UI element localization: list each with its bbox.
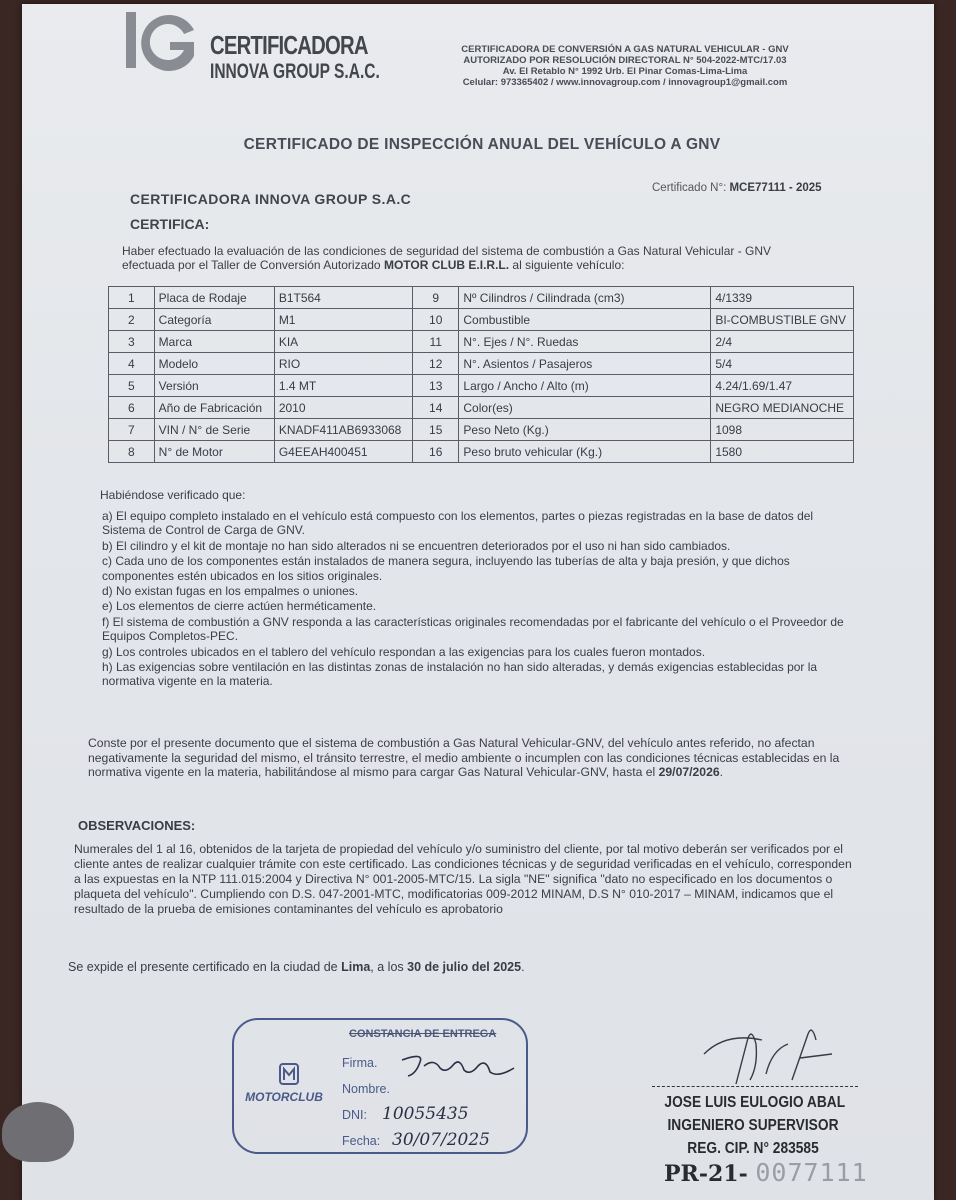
vehicle-table-row bbox=[109, 353, 854, 375]
intro-line bbox=[122, 258, 862, 272]
field-label: Versión bbox=[154, 375, 274, 397]
finger-shadow bbox=[2, 1102, 74, 1162]
stamp-firma-label: Firma. bbox=[342, 1056, 378, 1070]
row-number: 8 bbox=[109, 441, 155, 463]
field-value: 1580 bbox=[711, 441, 854, 463]
header-info-line: AUTORIZADO POR RESOLUCIÓN DIRECTORAL N° 504-2022-MTC/17.03 bbox=[463, 55, 787, 66]
issued-line bbox=[68, 960, 525, 974]
verification-item: c) Cada uno de los componentes están instalados de manera segura, incluyendo las tuberías de alta y baja presión, y que dichos componentes estén ubicados en los sitios originales. bbox=[102, 554, 790, 583]
stamp-brand: MOTORCLUB bbox=[245, 1090, 323, 1104]
field-label: Peso bruto vehicular (Kg.) bbox=[459, 441, 711, 463]
field-value: NEGRO MEDIANOCHE bbox=[711, 397, 854, 419]
company-logo bbox=[122, 10, 380, 90]
vehicle-table bbox=[108, 286, 854, 463]
row-number: 15 bbox=[413, 419, 459, 441]
field-label: Nº Cilindros / Cilindrada (cm3) bbox=[459, 287, 711, 309]
workshop-name: MOTOR CLUB E.I.R.L. bbox=[383, 258, 510, 272]
stamp-title: CONSTANCIA DE ENTREGA bbox=[349, 1028, 497, 1040]
row-number: 10 bbox=[413, 309, 459, 331]
serial-number: 0077111 bbox=[755, 1158, 868, 1187]
field-label: Marca bbox=[154, 331, 274, 353]
field-label: N°. Asientos / Pasajeros bbox=[459, 353, 711, 375]
logo-subtitle: INNOVA GROUP S.A.C. bbox=[210, 60, 380, 83]
vehicle-table-row bbox=[109, 441, 854, 463]
row-number: 1 bbox=[109, 287, 155, 309]
verification-item: g) Los controles ubicados en el tablero del vehículo respondan a las exigencias para los cuales fueron montados. bbox=[102, 644, 706, 659]
engineer-role: INGENIERO SUPERVISOR bbox=[667, 1117, 839, 1134]
row-number: 11 bbox=[413, 331, 459, 353]
field-value: M1 bbox=[274, 309, 412, 331]
field-value: RIO bbox=[274, 353, 412, 375]
field-value: BI-COMBUSTIBLE GNV bbox=[711, 309, 854, 331]
field-value: 4/1339 bbox=[711, 287, 854, 309]
document-title: CERTIFICADO DE INSPECCIÓN ANUAL DEL VEHÍCULO A GNV bbox=[243, 136, 721, 153]
header-info-line: CERTIFICADORA DE CONVERSIÓN A GAS NATURAL VEHICULAR - GNV bbox=[461, 44, 789, 55]
row-number: 4 bbox=[109, 353, 155, 375]
field-label: Combustible bbox=[459, 309, 711, 331]
logo-name: CERTIFICADORA bbox=[210, 30, 368, 60]
issued-mid: , a los bbox=[370, 960, 408, 974]
issued-prefix: Se expide el presente certificado en la ciudad de bbox=[68, 960, 342, 974]
certifica-heading: CERTIFICA: bbox=[130, 216, 210, 232]
verification-item: e) Los elementos de cierre actúen herméticamente. bbox=[102, 599, 377, 614]
field-label: Color(es) bbox=[459, 397, 711, 419]
intro-text bbox=[122, 244, 862, 272]
field-value: G4EEAH400451 bbox=[274, 441, 412, 463]
handwritten-signature-icon bbox=[394, 1048, 524, 1082]
vehicle-table-row bbox=[109, 331, 854, 353]
stamp-fecha-label: Fecha: bbox=[342, 1134, 381, 1148]
certificate-number bbox=[652, 182, 822, 194]
intro-text-part: efectuada por el Taller de Conversión Autorizado bbox=[122, 258, 384, 272]
issued-end: . bbox=[521, 960, 525, 974]
header-info bbox=[420, 44, 830, 88]
stamp-dni-label: DNI: bbox=[342, 1108, 367, 1122]
verification-lead: Habiéndose verificado que: bbox=[100, 488, 246, 502]
field-label: VIN / N° de Serie bbox=[154, 419, 274, 441]
header-info-line: Celular: 973365402 / www.innovagroup.com / innovagroup1@gmail.com bbox=[462, 77, 788, 88]
field-value: KIA bbox=[274, 331, 412, 353]
verification-item: a) El equipo completo instalado en el vehículo está compuesto con los elementos, partes o piezas registradas en la base de datos del Sistema de Control de Carga de GNV. bbox=[102, 509, 814, 538]
field-value: 2010 bbox=[274, 397, 412, 419]
vehicle-table-row bbox=[109, 375, 854, 397]
vehicle-table-row bbox=[109, 419, 854, 441]
innova-logo-icon bbox=[122, 10, 202, 76]
row-number: 7 bbox=[109, 419, 155, 441]
field-label: Año de Fabricación bbox=[154, 397, 274, 419]
row-number: 12 bbox=[413, 353, 459, 375]
certificate-number-label: Certificado N°: bbox=[652, 182, 727, 194]
field-label: Placa de Rodaje bbox=[154, 287, 274, 309]
observaciones-heading: OBSERVACIONES: bbox=[78, 818, 196, 833]
row-number: 14 bbox=[413, 397, 459, 419]
engineer-registration: REG. CIP. N° 283585 bbox=[687, 1140, 819, 1157]
vehicle-table-row bbox=[109, 397, 854, 419]
row-number: 13 bbox=[413, 375, 459, 397]
row-number: 3 bbox=[109, 331, 155, 353]
header-info-line: Av. El Retablo N° 1992 Urb. El Pinar Comas-Lima-Lima bbox=[502, 66, 748, 77]
motorclub-logo-icon bbox=[278, 1062, 300, 1086]
row-number: 6 bbox=[109, 397, 155, 419]
field-value: KNADF411AB6933068 bbox=[274, 419, 412, 441]
field-value: 1.4 MT bbox=[274, 375, 412, 397]
field-value: 5/4 bbox=[711, 353, 854, 375]
field-label: Peso Neto (Kg.) bbox=[459, 419, 711, 441]
document-serial bbox=[664, 1158, 868, 1187]
stamp-fecha-value: 30/07/2025 bbox=[392, 1130, 490, 1150]
serial-prefix: PR-21- bbox=[664, 1161, 748, 1187]
field-label: Largo / Ancho / Alto (m) bbox=[459, 375, 711, 397]
field-value: 2/4 bbox=[711, 331, 854, 353]
field-label: N°. Ejes / N°. Ruedas bbox=[459, 331, 711, 353]
verification-item: b) El cilindro y el kit de montaje no han sido alterados ni se encuentren deteriorados por el uso ni han sido cambiados. bbox=[102, 538, 731, 553]
conste-paragraph bbox=[88, 736, 846, 780]
observaciones-text: Numerales del 1 al 16, obtenidos de la tarjeta de propiedad del vehículo y/o suministro del cliente, por tal motivo deberán ser verificados por el cliente antes de realizar cualquier trámite con este certificado. Las condiciones técnicas y de seguridad verificadas en el vehículo, corresponden a las expuestas en la NTP 111.015:2004 y Directiva N° 001-2005-MTC/15. La sigla "NE" significa "dato no especificado en los documentos o plaqueta del vehículo". Cumpliendo con D.S. 047-2001-MTC, modificatorias 009-2012 MINAM, D.S N° 010-2017 – MINAM, indicamos que el resultado de la prueba de emisiones contaminantes del vehículo es aprobatorio bbox=[74, 842, 852, 916]
conste-end: . bbox=[719, 765, 724, 779]
field-value: 4.24/1.69/1.47 bbox=[711, 375, 854, 397]
stamp-nombre-label: Nombre. bbox=[342, 1082, 390, 1096]
certificate-number-value: MCE77111 - 2025 bbox=[729, 182, 822, 194]
verification-list bbox=[102, 509, 847, 690]
vehicle-table-row bbox=[109, 287, 854, 309]
issued-date: 30 de julio del 2025 bbox=[407, 960, 522, 974]
field-value: B1T564 bbox=[274, 287, 412, 309]
delivery-stamp bbox=[232, 1018, 528, 1154]
vehicle-table-row bbox=[109, 309, 854, 331]
engineer-name: JOSE LUIS EULOGIO ABAL bbox=[664, 1094, 846, 1111]
row-number: 2 bbox=[109, 309, 155, 331]
row-number: 5 bbox=[109, 375, 155, 397]
field-label: Modelo bbox=[154, 353, 274, 375]
verification-item: d) No existan fugas en los empalmes o uniones. bbox=[102, 584, 359, 599]
row-number: 16 bbox=[413, 441, 459, 463]
intro-text-part: al siguiente vehículo: bbox=[509, 258, 625, 272]
valid-until-date: 29/07/2026 bbox=[658, 765, 720, 779]
stamp-dni-value: 10055435 bbox=[382, 1104, 469, 1124]
certificate-page bbox=[22, 4, 934, 1200]
row-number: 9 bbox=[413, 287, 459, 309]
verification-item: h) Las exigencias sobre ventilación en las distintas zonas de instalación no han sido alteradas, y demás exigencias establecidas por la normativa vigente en la materia. bbox=[102, 660, 818, 689]
verification-item: f) El sistema de combustión a GNV responda a las características originales recomendadas por el fabricante del vehículo o el Proveedor de Equipos Completos-PEC. bbox=[102, 614, 844, 644]
field-label: N° de Motor bbox=[154, 441, 274, 463]
issued-city: Lima bbox=[341, 960, 371, 974]
conste-text: Conste por el presente documento que el sistema de combustión a Gas Natural Vehicular-GNV, del vehículo antes referido, no afectan negativamente la seguridad del mismo, el tránsito terrestre, el medio ambiente o incumplen con las condiciones técnicas establecidas en la normativa vigente en la materia, habilitándose al mismo para cargar Gas Natural Vehicular-GNV, hasta el bbox=[88, 736, 840, 779]
engineer-signature-icon bbox=[692, 1014, 842, 1090]
signature-line bbox=[652, 1086, 858, 1087]
issuing-company: CERTIFICADORA INNOVA GROUP S.A.C bbox=[130, 191, 412, 207]
field-label: Categoría bbox=[154, 309, 274, 331]
field-value: 1098 bbox=[711, 419, 854, 441]
intro-line: Haber efectuado la evaluación de las condiciones de seguridad del sistema de combustión a Gas Natural Vehicular - GNV bbox=[122, 244, 772, 258]
